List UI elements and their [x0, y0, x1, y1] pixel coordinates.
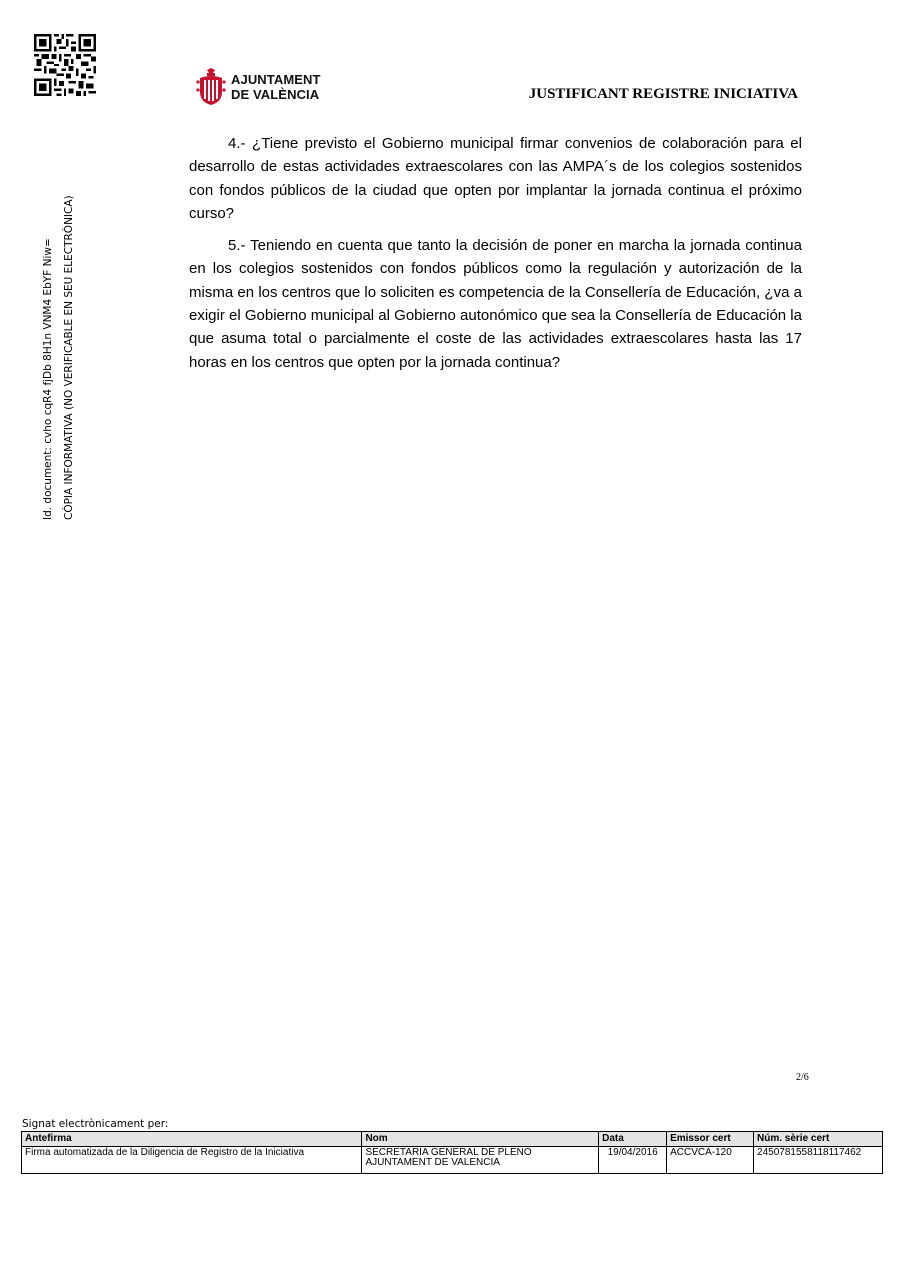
header-nom: Nom	[362, 1132, 599, 1147]
paragraph-question-4: 4.- ¿Tiene previsto el Gobierno municipal firmar convenios de colaboración para el desarrollo de estas actividades extraescolares con las AMPA´s de los colegios sostenidos con fondos públicos de la ciudad que opten por implantar la jornada continua el próximo curso?	[189, 135, 802, 222]
city-shield-icon	[196, 68, 226, 106]
logo-text	[231, 72, 321, 102]
nom-line-2: AJUNTAMENT DE VALENCIA	[365, 1157, 500, 1168]
vertical-sidebar	[38, 175, 80, 520]
copy-notice: CÒPIA INFORMATIVA (NO VERIFICABLE EN SEU ELECTRÒNICA)	[63, 195, 75, 520]
signature-header-row	[22, 1132, 883, 1147]
cell-serie: 2450781558118117462	[754, 1147, 883, 1174]
signature-label: Signat electrònicament per:	[22, 1118, 169, 1130]
document-id: Id. document: cvho cqR4 fjDb 8H1n VNM4 EbYF Niw=	[42, 238, 54, 520]
nom-line-1: SECRETARIA GENERAL DE PLENO	[365, 1147, 532, 1158]
cell-antefirma: Firma automatizada de la Diligencia de Registro de la Iniciativa	[22, 1147, 362, 1174]
header-emissor: Emissor cert	[667, 1132, 754, 1147]
logo-line-1: AJUNTAMENT	[231, 72, 321, 87]
header-serie: Núm. sèrie cert	[754, 1132, 883, 1147]
page-number: 2/6	[796, 1072, 809, 1083]
cell-data: 19/04/2016	[599, 1147, 667, 1174]
document-title: JUSTIFICANT REGISTRE INICIATIVA	[528, 86, 798, 102]
document-body	[189, 132, 802, 383]
header-antefirma: Antefirma	[22, 1132, 362, 1147]
ajuntament-logo	[196, 68, 321, 106]
header-data: Data	[599, 1132, 667, 1147]
logo-line-2: DE VALÈNCIA	[231, 87, 320, 102]
cell-emissor: ACCVCA-120	[667, 1147, 754, 1174]
paragraph-question-5: 5.- Teniendo en cuenta que tanto la decisión de poner en marcha la jornada continua en los colegios sostenidos con fondos públicos como la regulación y autorización de la misma en los centros que lo soliciten es competencia de la Consellería de Educación, ¿va a exigir el Gobierno municipal al Gobierno autonómico que sea la Consellería de Educación la que asuma total o parcialmente el coste de las actividades extraescolares hasta las 17 horas en los centros que opten por la jornada continua?	[189, 237, 802, 371]
table-row	[22, 1147, 883, 1174]
qr-code	[34, 34, 96, 96]
signature-table	[21, 1131, 883, 1174]
cell-nom	[362, 1147, 599, 1174]
